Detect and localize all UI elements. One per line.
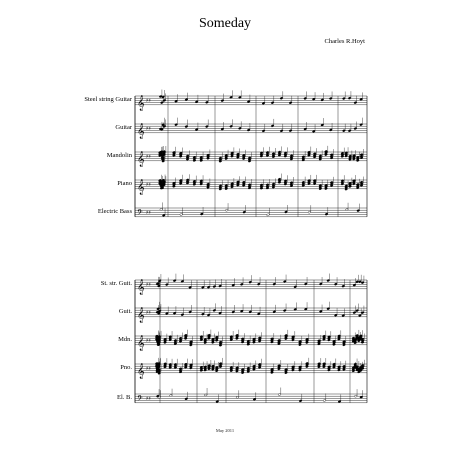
treble-clef-icon: 𝄞 <box>137 335 145 351</box>
key-signature-sharps: ♯♯ <box>146 209 151 216</box>
bass-clef-icon: 𝄢 <box>137 394 143 405</box>
footer-date: May 2011 <box>215 428 235 433</box>
instrument-label: Mandolin <box>106 152 132 159</box>
instrument-label: St. str. Guit. <box>100 280 132 287</box>
key-signature-sharps: ♯♯ <box>146 337 151 344</box>
instrument-label: Electric Bass <box>97 208 132 215</box>
instrument-label: Guitar <box>115 124 132 131</box>
treble-clef-icon: 𝄞 <box>137 95 145 111</box>
bass-clef-icon: 𝄢 <box>137 208 143 219</box>
key-signature-sharps: ♯♯ <box>146 153 151 160</box>
key-signature-sharps: ♯♯ <box>146 365 151 372</box>
key-signature-sharps: ♯♯ <box>146 281 151 288</box>
key-signature-sharps: ♯♯ <box>146 97 151 104</box>
treble-clef-icon: 𝄞 <box>137 123 145 139</box>
key-signature-sharps: ♯♯ <box>146 309 151 316</box>
composer-name: Charles R.Hoyt <box>324 38 365 45</box>
instrument-label: Piano <box>117 180 132 187</box>
treble-clef-icon: 𝄞 <box>137 363 145 379</box>
instrument-label: Pno. <box>120 364 132 371</box>
key-signature-sharps: ♯♯ <box>146 395 151 402</box>
treble-clef-icon: 𝄞 <box>137 179 145 195</box>
treble-clef-icon: 𝄞 <box>137 307 145 323</box>
treble-clef-icon: 𝄞 <box>137 151 145 167</box>
instrument-label: Mdn. <box>118 336 132 343</box>
score-title: Someday <box>198 16 252 31</box>
instrument-label: Guit. <box>118 308 132 315</box>
instrument-label: El. B. <box>117 394 132 401</box>
instrument-label: Steel string Guitar <box>84 96 132 103</box>
key-signature-sharps: ♯♯ <box>146 125 151 132</box>
treble-clef-icon: 𝄞 <box>137 279 145 295</box>
key-signature-sharps: ♯♯ <box>146 181 151 188</box>
